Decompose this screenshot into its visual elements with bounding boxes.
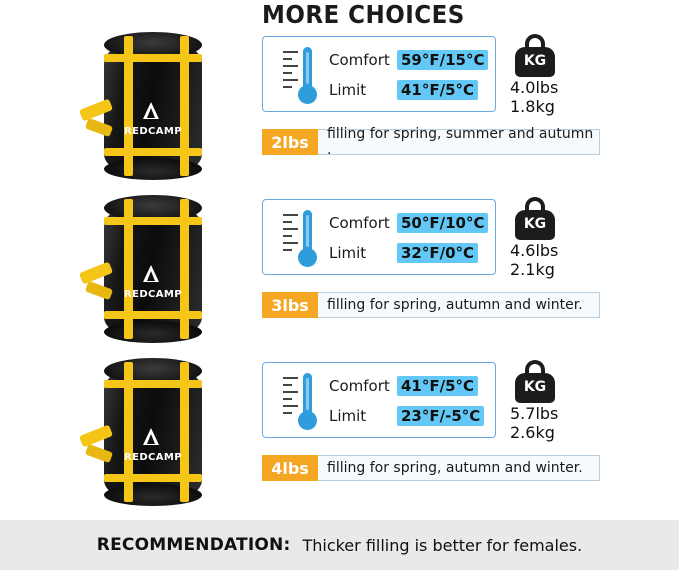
spec-lines <box>329 45 493 105</box>
weight-block <box>508 34 588 116</box>
temperature-spec-card <box>262 362 496 438</box>
strap-vertical-right <box>180 362 189 502</box>
temperature-spec-card <box>262 199 496 275</box>
limit-value: 41°F/5°C <box>397 80 478 100</box>
limit-label: Limit <box>329 407 367 425</box>
strap-vertical-left <box>124 36 133 176</box>
thermometer-icon <box>275 369 329 433</box>
weight-lbs: 4.0lbs <box>510 78 559 97</box>
strap-vertical-left <box>124 362 133 502</box>
limit-line <box>329 238 493 268</box>
thermometer-ticks <box>283 377 299 411</box>
filling-bar <box>262 455 600 481</box>
weight-block <box>508 360 588 442</box>
weight-kg: 2.1kg <box>510 260 555 279</box>
filling-bar <box>262 292 600 318</box>
strap-vertical-right <box>180 36 189 176</box>
thermometer-bulb <box>298 85 317 104</box>
comfort-value: 59°F/15°C <box>397 50 488 70</box>
limit-line <box>329 401 493 431</box>
weight-kg-icon <box>512 360 558 404</box>
comfort-value: 50°F/10°C <box>397 213 488 233</box>
filling-badge: 2lbs <box>262 129 318 155</box>
filling-description: filling for spring, autumn and winter. <box>318 455 600 481</box>
filling-description: filling for spring, autumn and winter. <box>318 292 600 318</box>
kg-badge-label: KG <box>523 216 547 232</box>
spec-lines <box>329 208 493 268</box>
comfort-label: Comfort <box>329 214 390 232</box>
product-image <box>78 30 228 182</box>
filling-badge: 4lbs <box>262 455 318 481</box>
product-option-row <box>0 185 679 355</box>
weight-lbs: 5.7lbs <box>510 404 559 423</box>
limit-value: 23°F/-5°C <box>397 406 484 426</box>
thermometer-ticks <box>283 51 299 85</box>
comfort-line <box>329 45 493 75</box>
filling-bar <box>262 126 600 158</box>
weight-kg: 1.8kg <box>510 97 555 116</box>
comfort-line <box>329 208 493 238</box>
limit-line <box>329 75 493 105</box>
weight-lbs: 4.6lbs <box>510 241 559 260</box>
thermometer-icon <box>275 43 329 107</box>
mountain-logo-icon <box>134 265 166 287</box>
weight-kg-icon <box>512 34 558 78</box>
brand-label: REDCAMP <box>124 452 182 463</box>
filling-description: filling for spring, summer and autumn . <box>318 129 600 155</box>
limit-label: Limit <box>329 81 367 99</box>
strap-vertical-right <box>180 199 189 339</box>
recommendation-label: RECOMMENDATION: <box>96 535 291 555</box>
kg-badge-label: KG <box>523 53 547 69</box>
mountain-logo-icon <box>134 102 166 124</box>
product-image <box>78 356 228 508</box>
product-image <box>78 193 228 345</box>
strap-vertical-left <box>124 199 133 339</box>
product-option-row <box>0 22 679 192</box>
thermometer-tube <box>303 373 312 415</box>
temperature-spec-card <box>262 36 496 112</box>
weight-kg: 2.6kg <box>510 423 555 442</box>
weight-kg-icon <box>512 197 558 241</box>
weight-block <box>508 197 588 279</box>
thermometer-bulb <box>298 248 317 267</box>
kg-badge-label: KG <box>523 379 547 395</box>
thermometer-tube <box>303 210 312 252</box>
limit-label: Limit <box>329 244 367 262</box>
page-title: MORE CHOICES <box>262 0 465 29</box>
comfort-label: Comfort <box>329 377 390 395</box>
brand-label: REDCAMP <box>124 126 182 137</box>
mountain-logo-icon <box>134 428 166 450</box>
comfort-value: 41°F/5°C <box>397 376 478 396</box>
filling-badge: 3lbs <box>262 292 318 318</box>
recommendation-banner <box>0 520 679 570</box>
product-option-row <box>0 348 679 518</box>
comfort-label: Comfort <box>329 51 390 69</box>
thermometer-bulb <box>298 411 317 430</box>
spec-lines <box>329 371 493 431</box>
limit-value: 32°F/0°C <box>397 243 478 263</box>
recommendation-text: Thicker filling is better for females. <box>302 535 583 555</box>
thermometer-ticks <box>283 214 299 248</box>
thermometer-icon <box>275 206 329 270</box>
comfort-line <box>329 371 493 401</box>
thermometer-tube <box>303 47 312 89</box>
brand-label: REDCAMP <box>124 289 182 300</box>
